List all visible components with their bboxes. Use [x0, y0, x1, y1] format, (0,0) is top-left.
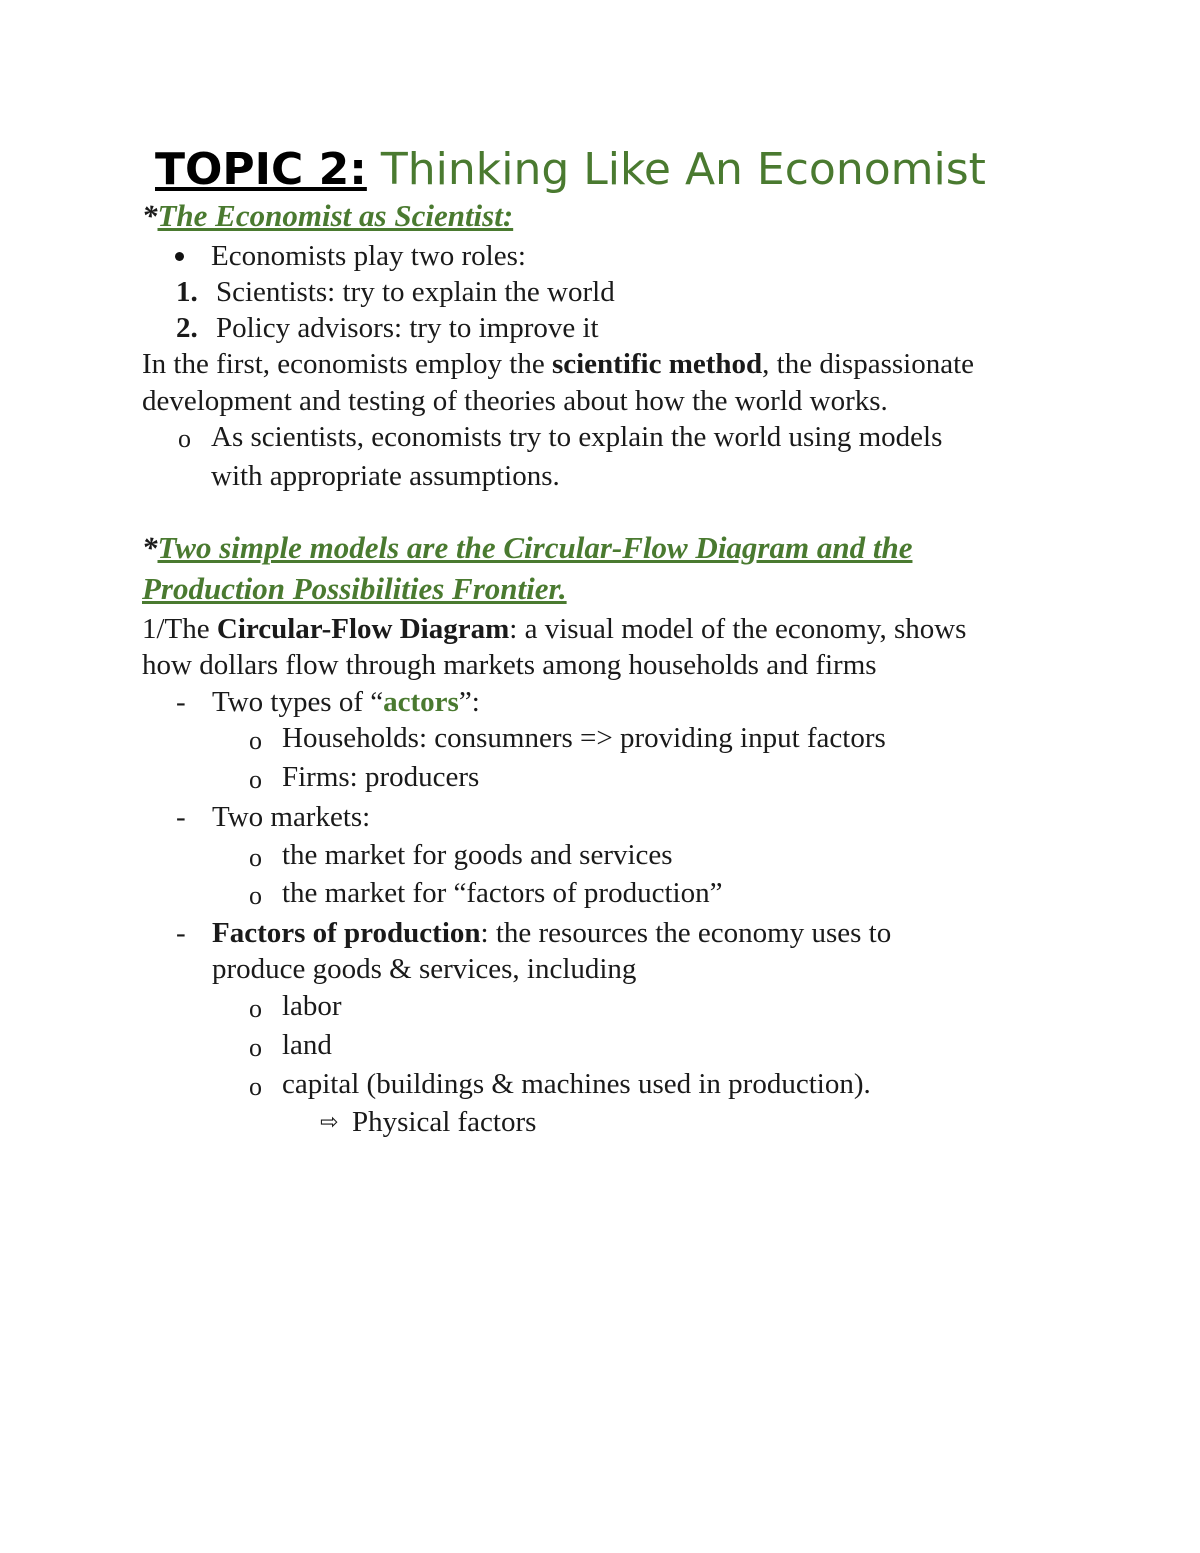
dash-marker: -	[176, 917, 186, 949]
list-number: 2.	[176, 312, 198, 344]
star-marker: *	[142, 530, 158, 565]
intro-line-1	[142, 611, 966, 647]
circle-bullet-icon: o	[249, 843, 262, 872]
bullet-text: Economists play two roles:	[211, 240, 526, 272]
list-item: the market for goods and services	[282, 839, 673, 871]
section-heading-models	[142, 530, 912, 566]
arrow-item-text: Physical factors	[352, 1106, 537, 1138]
bullet-dot-icon	[175, 252, 184, 261]
bold-term: Factors of production	[212, 917, 481, 949]
sub-bullet-line-1: As scientists, economists try to explain the world using models	[211, 421, 943, 453]
circle-bullet-icon: o	[249, 726, 262, 755]
text-run: ”:	[458, 686, 480, 718]
section-heading-models-line-2	[142, 571, 567, 607]
arrow-right-icon: ⇨	[320, 1110, 339, 1135]
text-run: , the dispassionate	[762, 348, 974, 380]
dash-marker: -	[176, 801, 186, 833]
text-run: Two types of “	[212, 686, 384, 718]
circle-bullet-icon: o	[249, 765, 262, 794]
star-marker: *	[142, 198, 158, 233]
list-item: Households: consumners => providing input factors	[282, 722, 886, 754]
section-heading-scientist	[142, 198, 513, 234]
list-item: the market for “factors of production”	[282, 877, 723, 909]
actors-word: actors	[383, 686, 459, 718]
dash-marker: -	[176, 686, 186, 718]
circle-bullet-icon: o	[249, 1072, 262, 1101]
circle-bullet-icon: o	[249, 1033, 262, 1062]
circle-bullet-icon: o	[249, 994, 262, 1023]
title-text: Thinking Like An Economist	[380, 144, 986, 195]
bold-term: Circular-Flow Diagram	[216, 613, 510, 645]
circle-bullet-icon: o	[249, 881, 262, 910]
factors-line-1	[212, 915, 891, 951]
text-run: 1/The	[142, 613, 217, 645]
heading-text: Two simple models are the Circular-Flow Diagram and the	[157, 530, 913, 565]
heading-text: The Economist as Scientist:	[157, 198, 514, 233]
paragraph-line-1	[142, 346, 974, 382]
text-run: In the first, economists employ the	[142, 348, 552, 380]
actors-line	[212, 684, 480, 720]
text-run: : the resources the economy uses to	[480, 917, 892, 949]
list-item: capital (buildings & machines used in production).	[282, 1068, 871, 1100]
sub-bullet-line-2: with appropriate assumptions.	[211, 460, 560, 492]
list-item: Firms: producers	[282, 761, 480, 793]
list-item: Scientists: try to explain the world	[216, 276, 615, 308]
list-item: labor	[282, 990, 342, 1022]
bold-term: scientific method	[551, 348, 763, 380]
title-label: TOPIC 2:	[155, 144, 367, 195]
text-run: : a visual model of the economy, shows	[509, 613, 967, 645]
list-item: Policy advisors: try to improve it	[216, 312, 599, 344]
markets-line: Two markets:	[212, 801, 371, 833]
page-title	[155, 144, 986, 196]
circle-bullet-icon: o	[178, 424, 191, 453]
heading-text: Production Possibilities Frontier.	[142, 571, 567, 606]
paragraph-line-2: development and testing of theories about how the world works.	[142, 385, 888, 417]
list-number: 1.	[176, 276, 198, 308]
intro-line-2: how dollars flow through markets among households and firms	[142, 649, 877, 681]
factors-line-2: produce goods & services, including	[212, 953, 637, 985]
list-item: land	[282, 1029, 332, 1061]
